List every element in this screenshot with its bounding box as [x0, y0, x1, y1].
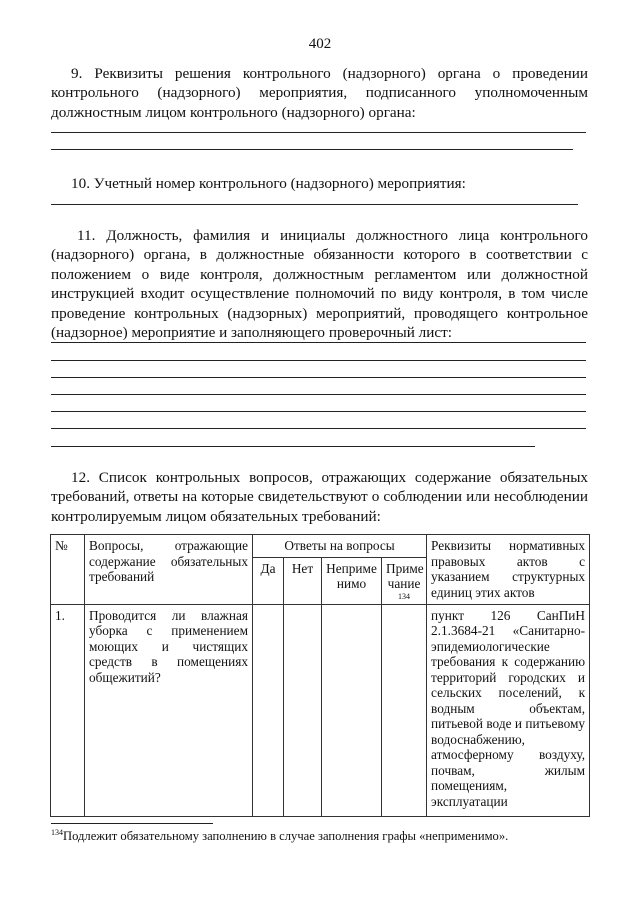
- page-number: 402: [308, 36, 332, 52]
- item-11-text: 11. Должность, фамилия и инициалы должностного лица контрольного (надзорного) органа, в должностные обязанности которого в соответствии с положением о виде контроля, должностным регламентом или должностной инструкцией входит осуществление полномочий по виду контроля, в том числе проведение контрольных (надзорных) мероприятий, проводящего контрольное (надзорное) мероприятие и заполняющего проверочный лист:: [51, 227, 588, 342]
- header-note: [382, 557, 427, 604]
- row-num: 1.: [51, 604, 85, 816]
- checklist-table: [50, 534, 590, 817]
- fill-line[interactable]: [51, 132, 586, 133]
- header-note-footnote-ref: 134: [398, 591, 411, 601]
- item-12-text: 12. Список контрольных вопросов, отражающих содержание обязательных требований, ответы на которые свидетельствуют о соблюдении или несоблюдении контролируемым лицом обязательных требований:: [51, 469, 588, 525]
- footnote: [51, 828, 508, 844]
- footnote-ref: 134: [51, 828, 63, 837]
- fill-line[interactable]: [51, 360, 586, 361]
- row-answer-no[interactable]: [284, 604, 322, 816]
- header-no: Нет: [284, 557, 322, 604]
- header-note-label: Приме чание: [386, 560, 424, 591]
- header-not-applicable: Неприме нимо: [322, 557, 382, 604]
- item-9-text: 9. Реквизиты решения контрольного (надзорного) органа о проведении контрольного (надзорного) мероприятия, подписанного уполномоченным должностным лицом контрольного (надзорного) органа:: [51, 65, 588, 121]
- footnote-text: Подлежит обязательному заполнению в случае заполнения графы «неприменимо».: [63, 829, 509, 844]
- row-answer-yes[interactable]: [253, 604, 284, 816]
- fill-line[interactable]: [51, 204, 578, 205]
- footnote-separator: [51, 823, 213, 824]
- row-answer-na[interactable]: [322, 604, 382, 816]
- fill-line[interactable]: [51, 342, 586, 343]
- fill-line[interactable]: [51, 446, 535, 447]
- header-requisites: Реквизиты нормативных правовых актов с указанием структурных единиц этих актов: [427, 535, 590, 605]
- row-requisites: пункт 126 СанПиН 2.1.3684-21 «Санитарно-эпидемиологические требования к содержанию территорий городских и сельских поселений, к водным объектам, питьевой воде и питьевому водоснабжению, атмосферному воздуху, почвам, жилым помещениям, эксплуатации: [427, 604, 590, 816]
- fill-line[interactable]: [51, 377, 586, 378]
- row-question: Проводится ли влажная уборка с применением моющих и чистящих средств в помещениях общежитий?: [85, 604, 253, 816]
- header-answers: Ответы на вопросы: [253, 535, 427, 558]
- item-10-text: 10. Учетный номер контрольного (надзорного) мероприятия:: [71, 175, 466, 192]
- row-note[interactable]: [382, 604, 427, 816]
- fill-line[interactable]: [51, 394, 586, 395]
- fill-line[interactable]: [51, 411, 586, 412]
- table-header-row: [51, 535, 590, 558]
- table-row: [51, 604, 590, 816]
- fill-line[interactable]: [51, 428, 586, 429]
- fill-line[interactable]: [51, 149, 573, 150]
- header-yes: Да: [253, 557, 284, 604]
- header-questions: Вопросы, отражающие содержание обязательных требований: [85, 535, 253, 605]
- header-num: №: [51, 535, 85, 605]
